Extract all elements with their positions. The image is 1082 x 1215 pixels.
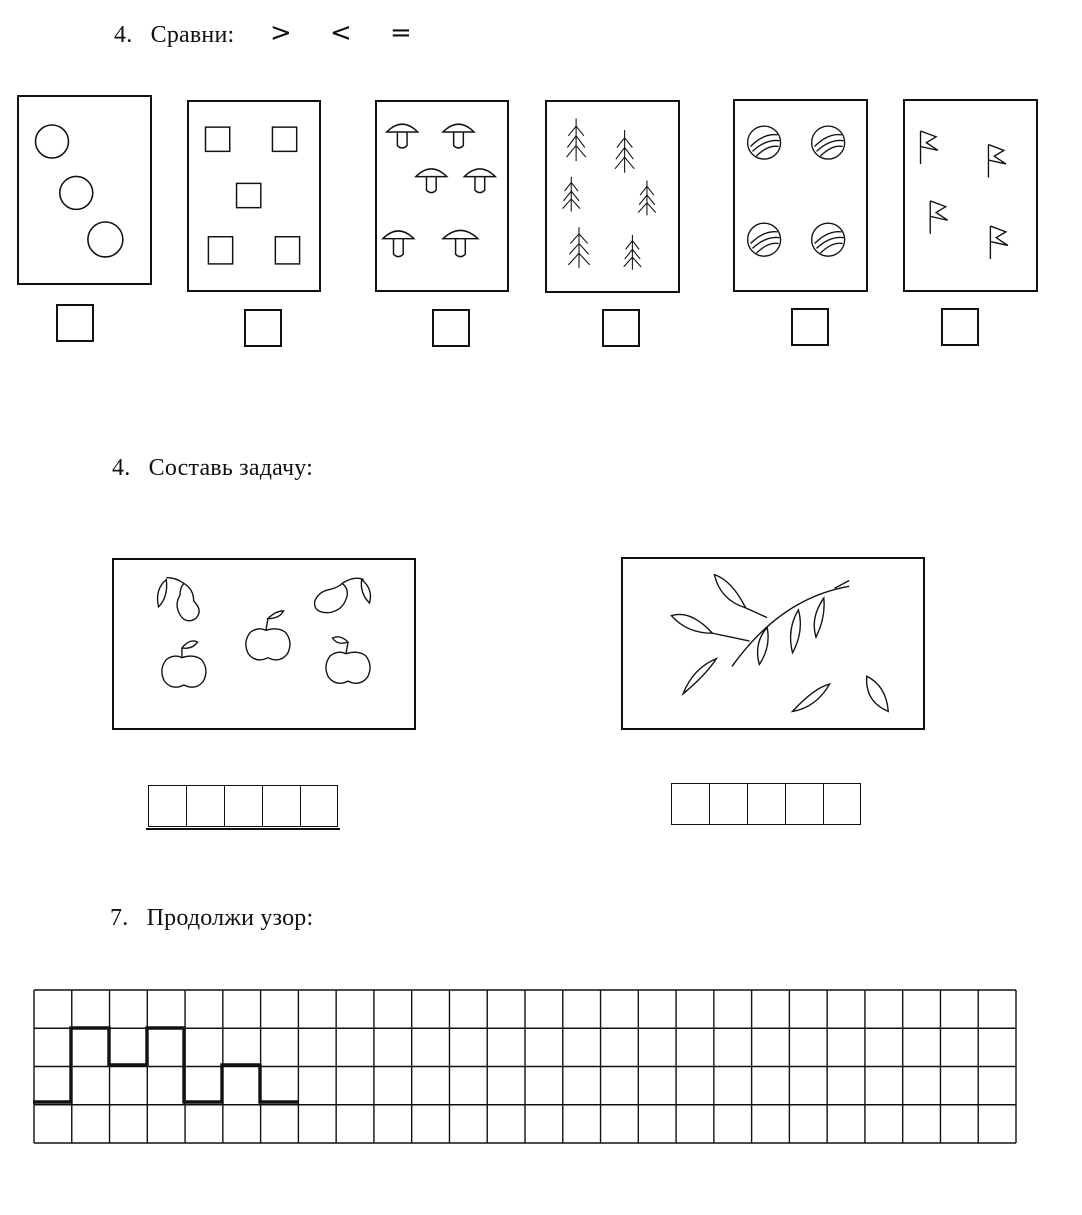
make-problem-task-number: 4. [112, 455, 131, 481]
answer-cell[interactable] [785, 783, 823, 825]
answer-cell[interactable] [262, 785, 300, 827]
answer-cell[interactable] [709, 783, 747, 825]
answer-box-flags[interactable] [941, 308, 979, 346]
compare-task-title [114, 22, 234, 49]
answer-cell[interactable] [224, 785, 262, 827]
make-problem-task-title [112, 455, 313, 482]
circles-icon [19, 97, 150, 283]
fir-tree-icon [547, 102, 678, 291]
answer-cell[interactable] [186, 785, 224, 827]
less-than-symbol: < [330, 18, 352, 48]
answer-cell[interactable] [300, 785, 338, 827]
squares-icon [189, 102, 319, 290]
answer-box-mushrooms[interactable] [432, 309, 470, 347]
answer-box-squares[interactable] [244, 309, 282, 347]
card-balls [733, 99, 868, 292]
answer-cell[interactable] [747, 783, 785, 825]
answer-box-balls[interactable] [791, 308, 829, 346]
pattern-grid[interactable] [33, 989, 1017, 1144]
answer-box-fir-trees[interactable] [602, 309, 640, 347]
answer-cell[interactable] [671, 783, 709, 825]
compare-task-number: 4. [114, 22, 133, 48]
flag-icon [905, 101, 1036, 290]
mushroom-icon [377, 102, 507, 290]
compare-task-label: Сравни: [150, 22, 235, 48]
pattern-task-title [110, 905, 313, 932]
pattern-sample-line [33, 1028, 298, 1102]
card-flags [903, 99, 1038, 292]
card-circles [17, 95, 152, 285]
answer-underline-fruits [146, 828, 340, 830]
card-mushrooms [375, 100, 509, 292]
answer-cell[interactable] [148, 785, 186, 827]
picture-branch-leaves [621, 557, 925, 730]
fruits-icon [114, 560, 414, 728]
card-squares [187, 100, 321, 292]
answer-strip-fruits [148, 785, 338, 827]
greater-than-symbol: > [270, 18, 292, 48]
branch-leaves-icon [623, 559, 923, 728]
pattern-task-label: Продолжи узор: [146, 905, 314, 931]
ball-icon [735, 101, 866, 290]
make-problem-task-label: Составь задачу: [148, 455, 314, 481]
equals-symbol: = [390, 18, 412, 48]
answer-strip-leaves [671, 783, 861, 825]
answer-box-circles[interactable] [56, 304, 94, 342]
pattern-task-number: 7. [110, 905, 129, 931]
picture-fruits [112, 558, 416, 730]
answer-cell[interactable] [823, 783, 861, 825]
comparison-symbols [270, 18, 412, 48]
card-fir-trees [545, 100, 680, 293]
